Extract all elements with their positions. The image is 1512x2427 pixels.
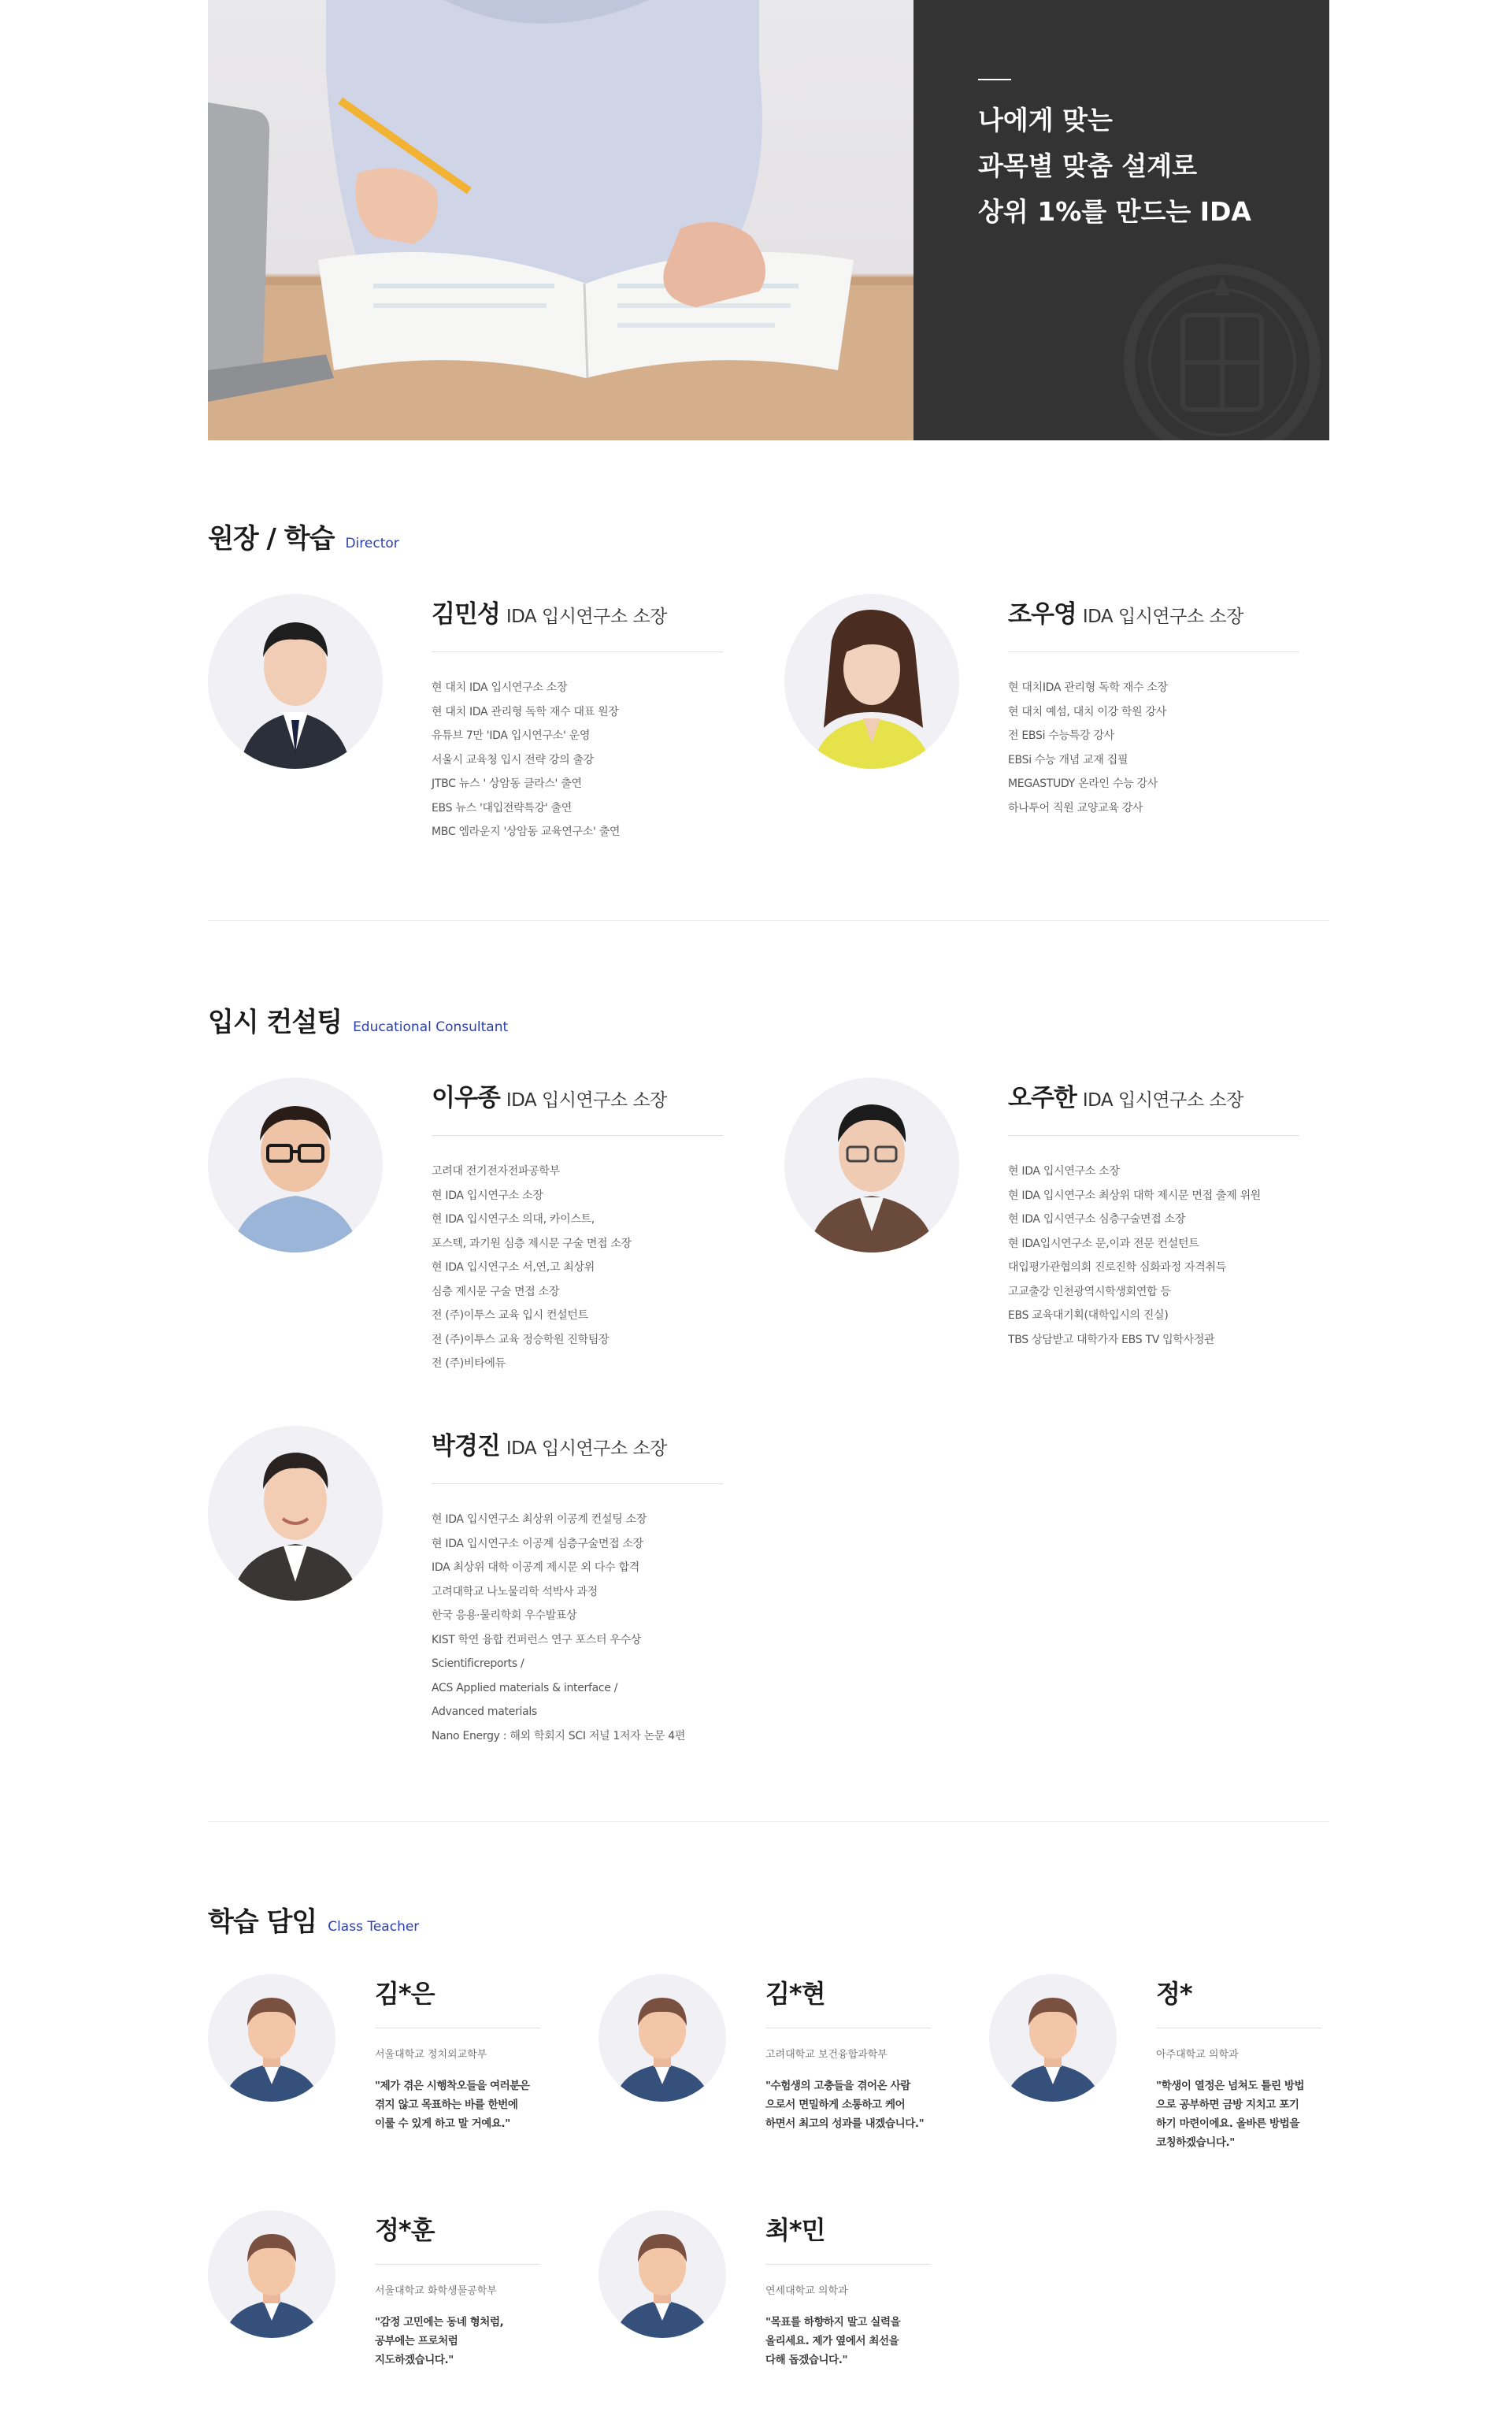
career-item: 심층 제시문 구술 면접 소장 (432, 1285, 560, 1298)
avatar (208, 2210, 335, 2338)
quote-line: 공부에는 프로처럼 (375, 2335, 458, 2347)
career-item: 유튜브 7만 'IDA 입시연구소' 운영 (432, 729, 591, 742)
career-item: 한국 응용·물리학회 우수발표상 (432, 1609, 577, 1622)
quote-line: 하기 마련이에요. 올바른 방법을 (1156, 2117, 1299, 2130)
career-item: 고교출강 인천광역시학생회연합 등 (1008, 1285, 1171, 1298)
career-item: 현 IDA 입시연구소 의대, 카이스트, (432, 1213, 595, 1226)
divider (1008, 1135, 1299, 1136)
hero-study-photo (208, 0, 914, 440)
section-title: 학습 담임 (208, 1906, 317, 1938)
career-list (432, 1508, 731, 1748)
director-card (208, 594, 759, 846)
section-heading-director (208, 517, 399, 555)
teacher-name: 김*현 (765, 1979, 825, 2009)
teacher-quote (375, 2076, 548, 2133)
career-item: TBS 상담받고 대학가자 EBS TV 입학사정관 (1008, 1333, 1215, 1346)
hero-title-line: 나에게 맞는 (978, 105, 1113, 135)
career-item: 현 IDA 입시연구소 이공계 심층구술면접 소장 (432, 1537, 643, 1550)
avatar (208, 1426, 383, 1601)
teacher-quote (765, 2313, 939, 2369)
teacher-school: 서울대학교 정치외교학부 (375, 2049, 487, 2061)
profile-role: IDA 입시연구소 소장 (506, 607, 667, 627)
avatar (784, 1078, 959, 1252)
career-item: IDA 최상위 대학 이공계 제시문 외 다수 합격 (432, 1561, 639, 1574)
career-list (432, 676, 731, 844)
career-item: 포스텍, 과기원 심층 제시문 구술 면접 소장 (432, 1237, 632, 1250)
career-item: 전 (주)이투스 교육 입시 컨설턴트 (432, 1309, 588, 1322)
person-placeholder-icon (598, 1974, 726, 2102)
career-item: 현 대치IDA 관리형 독학 재수 소장 (1008, 681, 1168, 694)
section-title: 원장 / 학습 (208, 523, 335, 555)
avatar (208, 1974, 335, 2102)
divider (432, 1135, 723, 1136)
hero-banner (208, 0, 1329, 440)
career-item: EBS 교육대기획(대학입시의 진실) (1008, 1309, 1169, 1322)
profile-role: IDA 입시연구소 소장 (506, 1438, 667, 1459)
quote-line: "감정 고민에는 동네 형처럼, (375, 2316, 504, 2329)
person-placeholder-icon (598, 2210, 726, 2338)
career-item: 전 (주)비타에듀 (432, 1357, 506, 1370)
section-title: 입시 컨설팅 (208, 1007, 343, 1038)
quote-line: 하면서 최고의 성과를 내겠습니다." (765, 2117, 925, 2130)
teacher-info (375, 1974, 548, 2133)
teacher-info (1156, 1974, 1329, 2152)
quote-line: "수험생의 고충들을 겪어온 사람 (765, 2080, 910, 2092)
profile-name: 이우종 (432, 1084, 500, 1112)
avatar (208, 1078, 383, 1252)
divider (432, 651, 723, 652)
profile-info (432, 1426, 731, 1748)
career-item: 현 IDA입시연구소 문,이과 전문 컨설턴트 (1008, 1237, 1199, 1250)
career-item: 현 대치 IDA 입시연구소 소장 (432, 681, 568, 694)
quote-line: "학생이 열정은 넘쳐도 틀린 방법 (1156, 2080, 1305, 2092)
male-glasses-photo-icon (208, 1078, 383, 1252)
career-item: Nano Energy : 해외 학회지 SCI 저널 1저자 논문 4편 (432, 1729, 686, 1742)
profile-name-row (1008, 1078, 1307, 1113)
person-placeholder-icon (208, 1974, 335, 2102)
section-subtitle: Director (345, 536, 399, 551)
career-item: 현 IDA 입시연구소 최상위 대학 제시문 면접 출제 위원 (1008, 1189, 1262, 1202)
career-item: EBSi 수능 개념 교재 집필 (1008, 753, 1128, 766)
career-item: 전 (주)이투스 교육 정승학원 진학팀장 (432, 1333, 610, 1346)
section-heading-teacher (208, 1900, 419, 1939)
career-item: 하나투어 직원 교양교육 강사 (1008, 801, 1143, 815)
section-heading-consultant (208, 1000, 508, 1039)
profile-info (1008, 1078, 1307, 1352)
hero-title-line: 상위 1%를 만드는 IDA (978, 196, 1251, 227)
teacher-school: 연세대학교 의학과 (765, 2285, 848, 2297)
career-item: JTBC 뉴스 ' 상암동 클라스' 출연 (432, 777, 582, 790)
quote-line: 올리세요. 제가 옆에서 최선을 (765, 2335, 899, 2347)
quote-line: 으로서 면밀하게 소통하고 케어 (765, 2099, 906, 2111)
teacher-info (375, 2210, 548, 2369)
profile-info (432, 594, 731, 844)
profile-role: IDA 입시연구소 소장 (1082, 607, 1243, 627)
male-photo-icon (208, 594, 383, 769)
teacher-quote (1156, 2076, 1329, 2152)
quote-line: 코칭하겠습니다." (1156, 2136, 1235, 2149)
avatar (989, 1974, 1117, 2102)
teacher-name: 김*은 (375, 1979, 435, 2009)
career-item: 현 대치 예섬, 대치 이강 학원 강사 (1008, 705, 1166, 718)
career-item: Scientificreports / (432, 1657, 524, 1670)
consultant-card (208, 1426, 759, 1757)
quote-line: "목표를 하향하지 말고 실력을 (765, 2316, 901, 2329)
divider (765, 2264, 931, 2265)
divider (432, 1483, 723, 1484)
section-subtitle: Class Teacher (328, 1919, 420, 1935)
career-list (1008, 676, 1307, 820)
teacher-school: 고려대학교 보건융합과학부 (765, 2049, 888, 2061)
consultant-card (208, 1078, 759, 1385)
career-item: 현 IDA 입시연구소 심층구술면접 소장 (1008, 1213, 1186, 1226)
career-item: ACS Applied materials & interface / (432, 1681, 618, 1694)
student-studying-illustration (208, 0, 914, 440)
profile-name: 김민성 (432, 600, 500, 629)
teacher-quote (375, 2313, 548, 2369)
male-smiling-photo-icon (208, 1426, 383, 1601)
hero-title-line: 과목별 맞춤 설계로 (978, 150, 1198, 181)
career-item: 서울시 교육청 입시 전략 강의 출강 (432, 753, 594, 766)
section-divider (208, 920, 1329, 921)
career-item: Advanced materials (432, 1705, 537, 1718)
teacher-card (989, 1974, 1328, 2179)
teacher-name: 정* (1156, 1979, 1192, 2009)
career-list (432, 1160, 731, 1376)
career-item: MBC 엠라운지 '상암동 교육연구소' 출연 (432, 826, 621, 838)
divider (375, 2264, 540, 2265)
teacher-card (208, 2210, 547, 2415)
teacher-card (208, 1974, 547, 2179)
career-item: 대입평가관협의회 진로진학 심화과정 자격취득 (1008, 1261, 1226, 1274)
teacher-name: 최*민 (765, 2215, 825, 2245)
section-divider (208, 1821, 1329, 1822)
quote-line: "제가 겪은 시행착오들을 여러분은 (375, 2080, 530, 2092)
quote-line: 지도하겠습니다." (375, 2354, 454, 2366)
hero-accent-line (978, 79, 1011, 80)
teacher-school: 아주대학교 의학과 (1156, 2049, 1239, 2061)
profile-name-row (432, 1078, 731, 1113)
profile-info (432, 1078, 731, 1376)
hero-text-panel (914, 0, 1329, 440)
teacher-quote (765, 2076, 939, 2133)
hero-title (978, 98, 1251, 235)
career-item: 현 IDA 입시연구소 서,연,고 최상위 (432, 1261, 595, 1274)
avatar (208, 594, 383, 769)
teacher-info (765, 1974, 939, 2133)
career-item: 고려대학교 나노물리학 석박사 과정 (432, 1585, 598, 1598)
career-item: 고려대 전기전자전파공학부 (432, 1165, 560, 1178)
career-list (1008, 1160, 1307, 1352)
career-item: MEGASTUDY 온라인 수능 강사 (1008, 777, 1158, 790)
teacher-info (765, 2210, 939, 2369)
teacher-card (598, 1974, 937, 2179)
quote-line: 으로 공부하면 금방 지치고 포기 (1156, 2099, 1299, 2111)
avatar (784, 594, 959, 769)
teacher-card (598, 2210, 937, 2415)
career-item: KIST 학연 융합 컨퍼런스 연구 포스터 우수상 (432, 1633, 642, 1646)
career-item: 현 IDA 입시연구소 소장 (1008, 1165, 1120, 1178)
profile-name: 오주한 (1008, 1084, 1077, 1112)
profile-name-row (432, 594, 731, 629)
profile-name: 조우영 (1008, 600, 1077, 629)
teacher-name: 정*훈 (375, 2215, 435, 2245)
quote-line: 겪지 않고 목표하는 바를 한번에 (375, 2099, 518, 2111)
person-placeholder-icon (989, 1974, 1117, 2102)
profile-role: IDA 입시연구소 소장 (506, 1090, 667, 1111)
career-item: 전 EBSi 수능특강 강사 (1008, 729, 1114, 742)
female-photo-icon (784, 594, 959, 769)
profile-role: IDA 입시연구소 소장 (1082, 1090, 1243, 1111)
consultant-card (784, 1078, 1336, 1385)
male-suit-glasses-photo-icon (784, 1078, 959, 1252)
divider (1008, 651, 1299, 652)
quote-line: 이룰 수 있게 하고 말 거예요." (375, 2117, 510, 2130)
profile-name-row (432, 1426, 731, 1461)
profile-name: 박경진 (432, 1432, 500, 1460)
career-item: 현 IDA 입시연구소 최상위 이공계 컨설팅 소장 (432, 1513, 647, 1526)
section-subtitle: Educational Consultant (353, 1019, 509, 1035)
director-card (784, 594, 1336, 846)
profile-info (1008, 594, 1307, 820)
avatar (598, 1974, 726, 2102)
person-placeholder-icon (208, 2210, 335, 2338)
profile-name-row (1008, 594, 1307, 629)
career-item: 현 대치 IDA 관리형 독학 재수 대표 원장 (432, 705, 619, 718)
teacher-school: 서울대학교 화학생물공학부 (375, 2285, 497, 2297)
quote-line: 다해 돕겠습니다." (765, 2354, 848, 2366)
ida-emblem-watermark-icon (1120, 260, 1325, 440)
career-item: 현 IDA 입시연구소 소장 (432, 1189, 543, 1202)
avatar (598, 2210, 726, 2338)
career-item: EBS 뉴스 '대입전략특강' 출연 (432, 801, 572, 815)
